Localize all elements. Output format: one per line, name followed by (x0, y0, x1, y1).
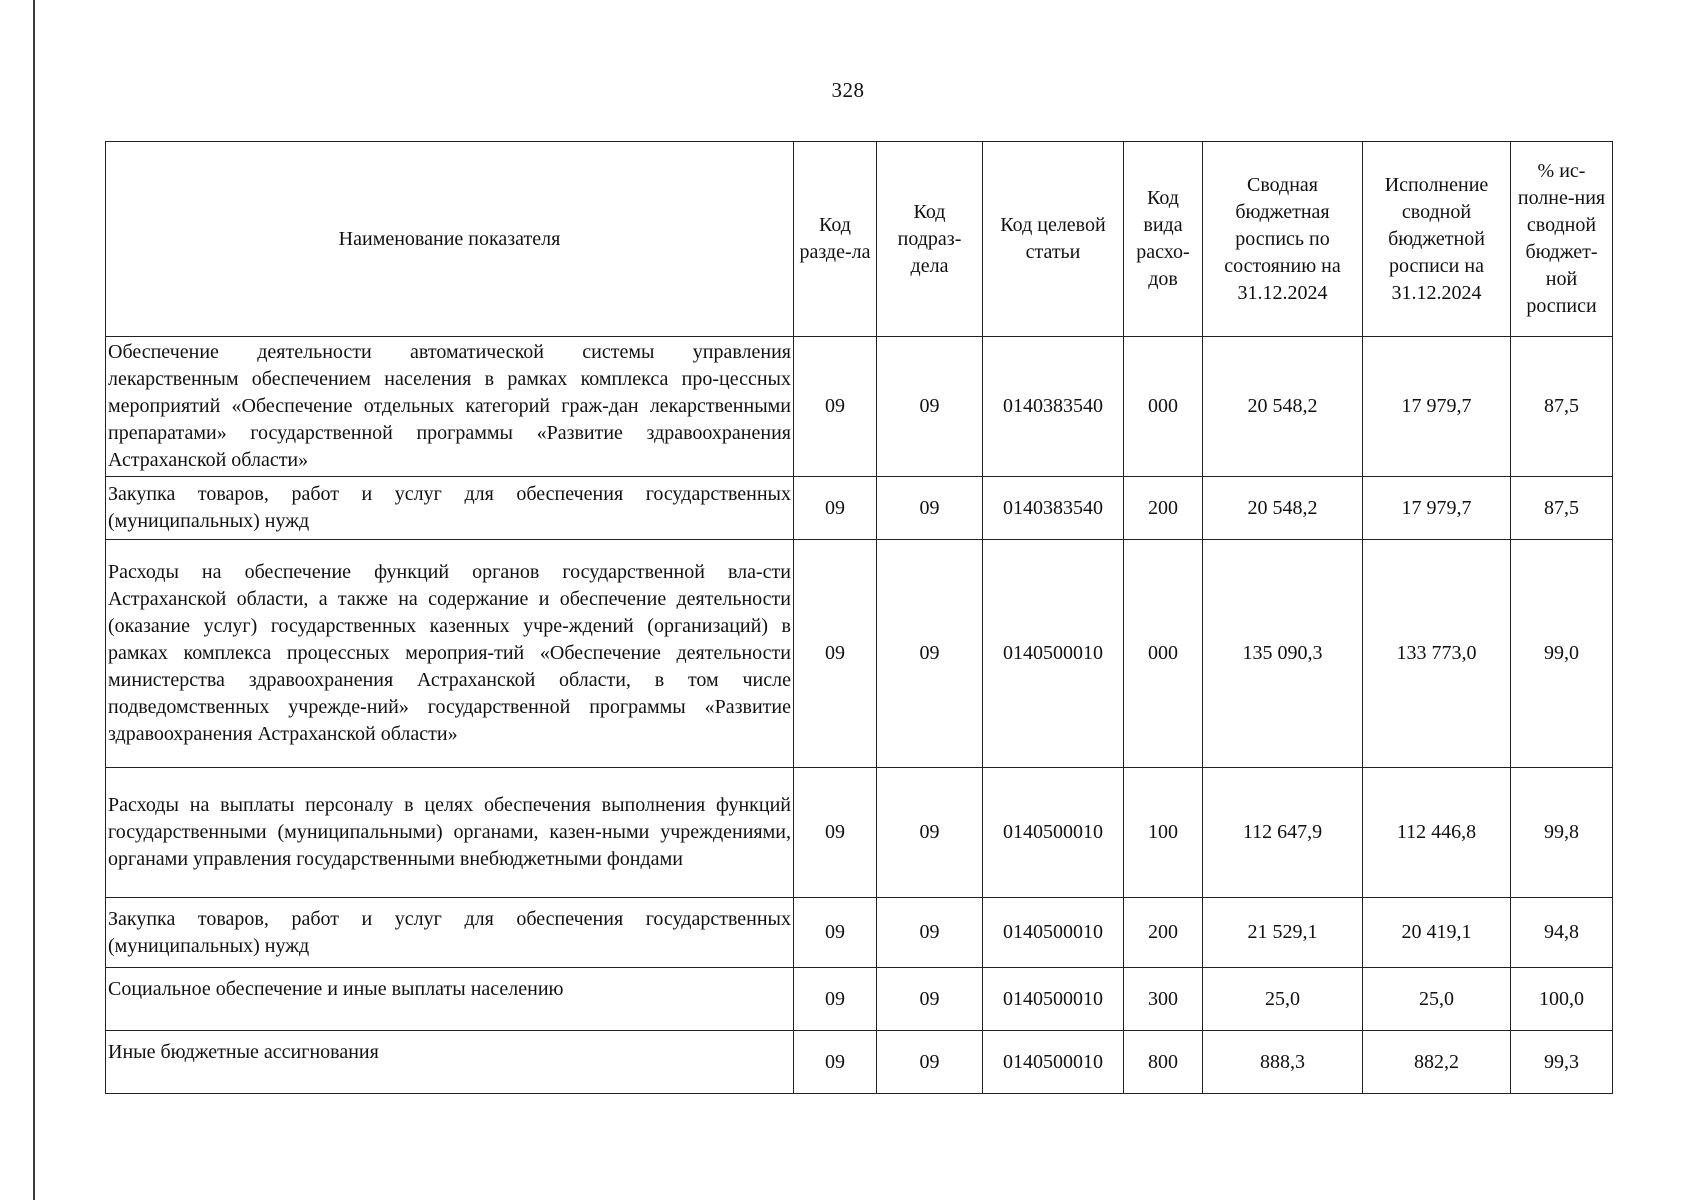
row-target-code: 0140500010 (983, 1031, 1124, 1094)
row-execution-percent: 87,5 (1511, 477, 1613, 540)
row-subsection-code: 09 (877, 337, 983, 477)
row-budget-plan: 20 548,2 (1203, 337, 1363, 477)
row-expense-code: 800 (1124, 1031, 1203, 1094)
header-name: Наименование показателя (106, 142, 794, 337)
row-expense-code: 300 (1124, 968, 1203, 1031)
row-name: Закупка товаров, работ и услуг для обеспечения государственных (муниципальных) нужд (106, 898, 794, 968)
row-budget-execution: 17 979,7 (1363, 477, 1511, 540)
row-execution-percent: 99,0 (1511, 540, 1613, 768)
row-budget-plan: 21 529,1 (1203, 898, 1363, 968)
row-budget-plan: 20 548,2 (1203, 477, 1363, 540)
row-budget-execution: 20 419,1 (1363, 898, 1511, 968)
row-budget-plan: 135 090,3 (1203, 540, 1363, 768)
row-expense-code: 200 (1124, 898, 1203, 968)
row-subsection-code: 09 (877, 898, 983, 968)
row-section-code: 09 (794, 968, 877, 1031)
table-row (106, 898, 1613, 968)
header-expense-code: Код вида расхо-дов (1124, 142, 1203, 337)
row-subsection-code: 09 (877, 1031, 983, 1094)
row-name: Социальное обеспечение и иные выплаты населению (106, 968, 794, 1031)
row-section-code: 09 (794, 1031, 877, 1094)
row-subsection-code: 09 (877, 968, 983, 1031)
row-section-code: 09 (794, 477, 877, 540)
table-row (106, 337, 1613, 477)
row-subsection-code: 09 (877, 540, 983, 768)
header-budget-plan: Сводная бюджетная роспись по состоянию на 31.12.2024 (1203, 142, 1363, 337)
table-row (106, 540, 1613, 768)
row-section-code: 09 (794, 768, 877, 898)
budget-execution-table (105, 141, 1613, 1094)
row-name: Иные бюджетные ассигнования (106, 1031, 794, 1094)
row-section-code: 09 (794, 540, 877, 768)
header-subsection-code: Код подраз-дела (877, 142, 983, 337)
row-name: Расходы на обеспечение функций органов государственной вла-сти Астраханской области, а также на содержание и обеспечение деятельности (оказание услуг) государственных казенных учре-ждений (организаций) в рамках комплекса процессных мероприя-тий «Обеспечение деятельности министерства здравоохранения Астраханской области, в том числе подведомственных учрежде-ний» государственной программы «Развитие здравоохранения Астраханской области» (106, 540, 794, 768)
row-name: Обеспечение деятельности автоматической системы управления лекарственным обеспечением населения в рамках комплекса про-цессных мероприятий «Обеспечение отдельных категорий граж-дан лекарственными препаратами» государственной программы «Развитие здравоохранения Астраханской области» (106, 337, 794, 477)
table-row (106, 1031, 1613, 1094)
row-execution-percent: 87,5 (1511, 337, 1613, 477)
row-budget-execution: 133 773,0 (1363, 540, 1511, 768)
row-budget-execution: 17 979,7 (1363, 337, 1511, 477)
row-budget-plan: 25,0 (1203, 968, 1363, 1031)
row-budget-plan: 112 647,9 (1203, 768, 1363, 898)
row-expense-code: 000 (1124, 540, 1203, 768)
row-subsection-code: 09 (877, 768, 983, 898)
row-budget-execution: 112 446,8 (1363, 768, 1511, 898)
row-expense-code: 000 (1124, 337, 1203, 477)
row-subsection-code: 09 (877, 477, 983, 540)
row-target-code: 0140500010 (983, 768, 1124, 898)
row-target-code: 0140500010 (983, 540, 1124, 768)
row-section-code: 09 (794, 898, 877, 968)
scan-edge-line (33, 0, 35, 1200)
row-section-code: 09 (794, 337, 877, 477)
row-budget-execution: 25,0 (1363, 968, 1511, 1031)
row-target-code: 0140383540 (983, 337, 1124, 477)
table-row (106, 768, 1613, 898)
page-number: 328 (831, 78, 865, 102)
row-budget-execution: 882,2 (1363, 1031, 1511, 1094)
row-expense-code: 200 (1124, 477, 1203, 540)
row-expense-code: 100 (1124, 768, 1203, 898)
table-header-row (106, 142, 1613, 337)
header-target-code: Код целевой статьи (983, 142, 1124, 337)
table-row (106, 968, 1613, 1031)
header-section-code: Код разде-ла (794, 142, 877, 337)
row-execution-percent: 99,8 (1511, 768, 1613, 898)
header-budget-execution: Исполнение сводной бюджетной росписи на 31.12.2024 (1363, 142, 1511, 337)
row-name: Расходы на выплаты персоналу в целях обеспечения выполнения функций государственными (муниципальными) органами, казен-ными учреждениями, органами управления государственными внебюджетными фондами (106, 768, 794, 898)
row-execution-percent: 99,3 (1511, 1031, 1613, 1094)
row-execution-percent: 100,0 (1511, 968, 1613, 1031)
row-target-code: 0140500010 (983, 898, 1124, 968)
row-target-code: 0140500010 (983, 968, 1124, 1031)
header-execution-percent: % ис-полне-ния сводной бюджет-ной росписи (1511, 142, 1613, 337)
row-budget-plan: 888,3 (1203, 1031, 1363, 1094)
row-target-code: 0140383540 (983, 477, 1124, 540)
table-row (106, 477, 1613, 540)
row-name: Закупка товаров, работ и услуг для обеспечения государственных (муниципальных) нужд (106, 477, 794, 540)
row-execution-percent: 94,8 (1511, 898, 1613, 968)
